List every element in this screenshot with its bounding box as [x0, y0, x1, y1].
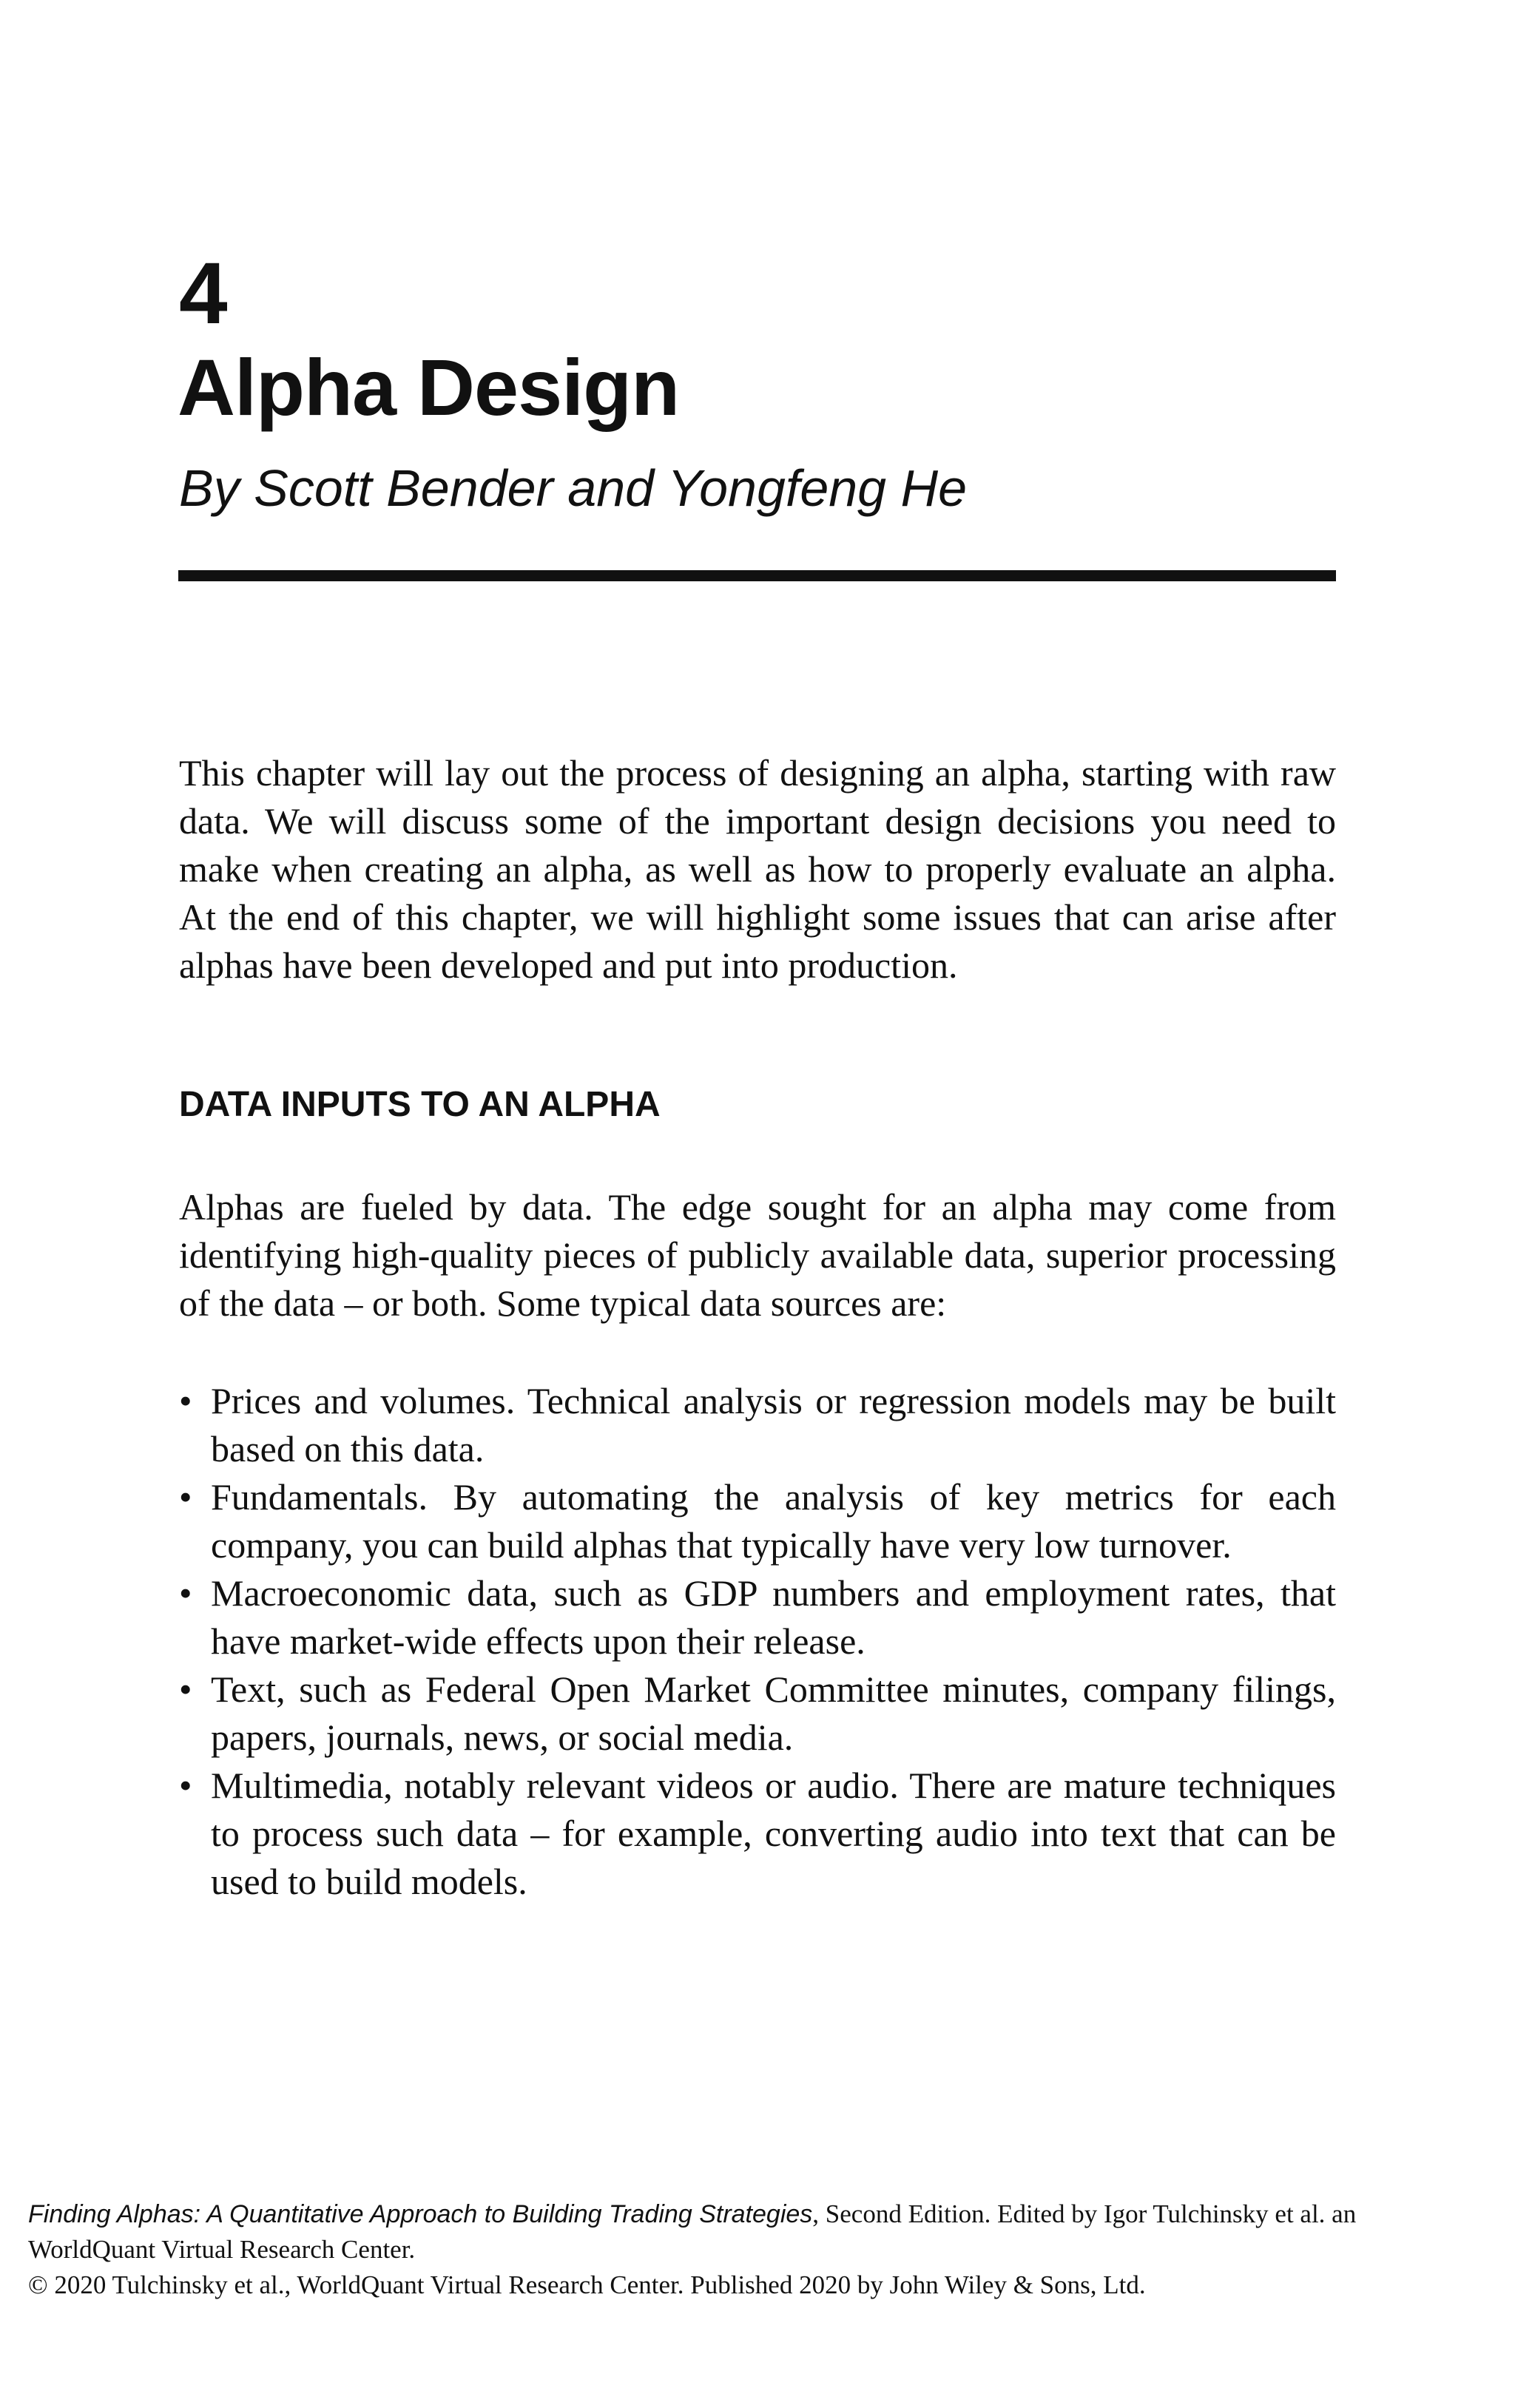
list-item-text: Fundamentals. By automating the analysis of key metrics for each company, you can build alphas that typically have very low turnover.	[211, 1476, 1336, 1566]
chapter-number: 4	[179, 245, 228, 342]
list-item	[179, 1569, 1336, 1665]
chapter-title: Alpha Design	[178, 342, 680, 432]
list-item-text: Prices and volumes. Technical analysis or regression models may be built based on this data.	[211, 1380, 1336, 1470]
list-item-text: Text, such as Federal Open Market Committee minutes, company filings, papers, journals, news, or social media.	[211, 1668, 1336, 1758]
intro-paragraph: This chapter will lay out the process of designing an alpha, starting with raw data. We will discuss some of the important design decisions you need to make when creating an alpha, as well as how to properly evaluate an alpha. At the end of this chapter, we will highlight some issues that can arise after alphas have been developed and put into production.	[179, 752, 1336, 986]
section-heading: DATA INPUTS TO AN ALPHA	[179, 1085, 661, 1124]
title-rule	[178, 570, 1336, 581]
footer-line-2: WorldQuant Virtual Research Center.	[28, 2235, 416, 2264]
chapter-authors: By Scott Bender and Yongfeng He	[179, 459, 968, 517]
data-sources-list	[179, 1377, 1336, 1906]
bullet-icon: •	[179, 1476, 192, 1518]
list-item-text: Multimedia, notably relevant videos or audio. There are mature techniques to process such data – for example, converting audio into text that can be used to build models.	[211, 1765, 1336, 1902]
book-title: Finding Alphas: A Quantitative Approach to Building Trading Strategies	[28, 2200, 813, 2228]
bullet-icon: •	[179, 1668, 192, 1710]
bullet-icon: •	[179, 1765, 192, 1806]
footer-line-3: © 2020 Tulchinsky et al., WorldQuant Virtual Research Center. Published 2020 by John Wiley & Sons, Ltd.	[28, 2270, 1146, 2299]
list-item	[179, 1473, 1336, 1569]
footer-line-1	[28, 2196, 1515, 2232]
bullet-icon: •	[179, 1380, 192, 1421]
list-item	[179, 1377, 1336, 1473]
bullet-icon: •	[179, 1572, 192, 1614]
list-item	[179, 1665, 1336, 1762]
list-item-text: Macroeconomic data, such as GDP numbers and employment rates, that have market-wide effects upon their release.	[211, 1572, 1336, 1662]
section-paragraph: Alphas are fueled by data. The edge sought for an alpha may come from identifying high-quality pieces of publicly available data, superior processing of the data – or both. Some typical data sources are:	[179, 1186, 1336, 1324]
footer-edition: , Second Edition. Edited by Igor Tulchinsky et al. an	[812, 2199, 1357, 2228]
copyright-footer	[28, 2196, 1515, 2303]
list-item	[179, 1762, 1336, 1906]
